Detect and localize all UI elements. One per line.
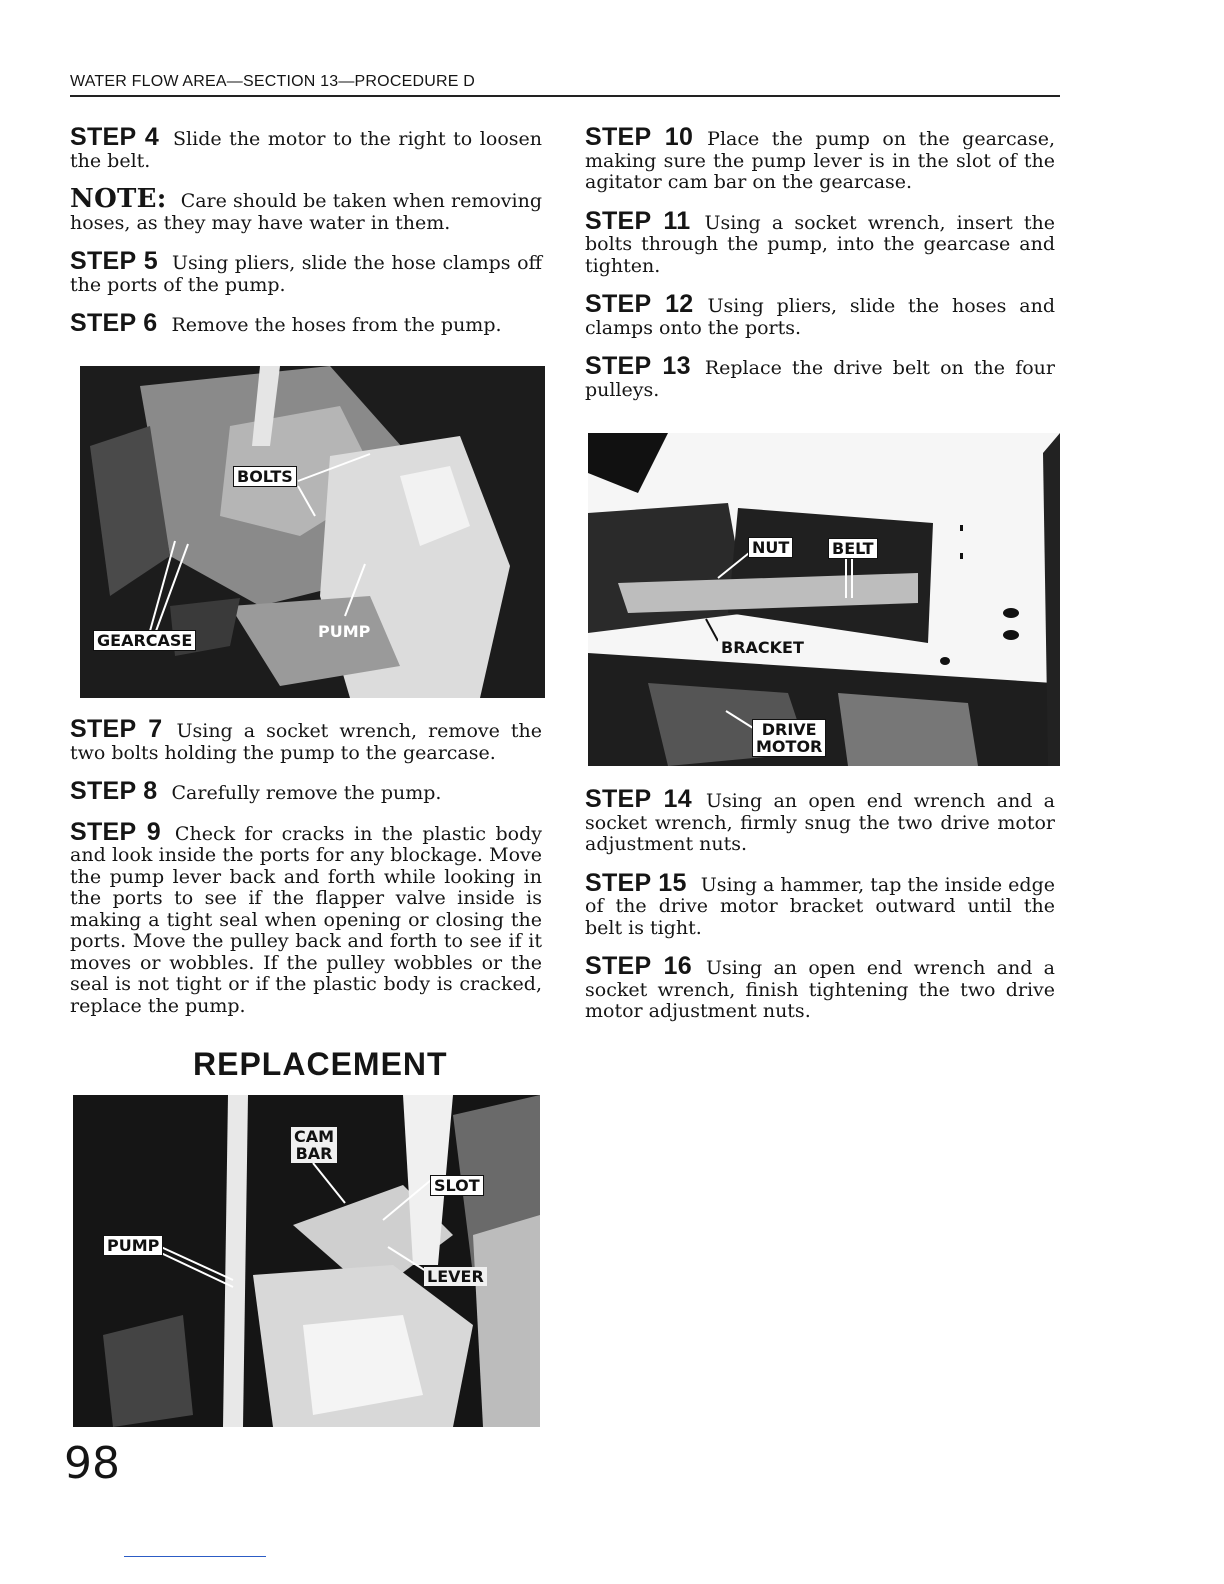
step-6 xyxy=(70,309,542,337)
step-text: Remove the hoses from the pump. xyxy=(171,314,502,336)
step-5 xyxy=(70,247,543,296)
running-header xyxy=(70,73,1060,97)
header-text: WATER FLOW AREA—SECTION 13—PROCEDURE D xyxy=(70,73,475,90)
callout-belt: BELT xyxy=(828,538,878,559)
callout-pump-2: PUMP xyxy=(103,1235,163,1256)
left-column-bottom xyxy=(70,715,543,1034)
step-8 xyxy=(70,777,542,805)
step-text: Check for cracks in the plastic body and look inside the ports for any blockage. Move the pump lever back and forth while looking in the ports to see if the flapper valve inside is making a tight seal when opening or closing the ports. Move the pulley back and forth to see if it moves or wobbles. If the pulley wobbles or the seal is not tight or if the plastic body is cracked, replace the pump. xyxy=(70,822,542,1017)
callout-bracket: BRACKET xyxy=(718,638,807,657)
step-label: STEP 12 xyxy=(585,290,694,318)
callout-cam: CAM xyxy=(294,1127,335,1146)
photo-drive-belt xyxy=(588,433,1060,766)
step-12 xyxy=(585,290,1055,339)
step-7 xyxy=(70,715,543,764)
photo-pump-removal xyxy=(80,366,545,698)
step-4 xyxy=(70,123,542,172)
callout-drive-motor xyxy=(752,719,826,757)
callout-motor: MOTOR xyxy=(756,737,823,756)
step-label: STEP 16 xyxy=(585,952,692,980)
step-label: STEP 15 xyxy=(585,868,687,897)
step-label: STEP 10 xyxy=(585,123,694,151)
step-16 xyxy=(585,952,1055,1023)
callout-lever: LEVER xyxy=(424,1267,487,1286)
step-text: Using pliers, slide the hoses and clamps onto the ports. xyxy=(585,295,1055,339)
step-text: Using a socket wrench, insert the bolts through the pump, into the gearcase and tighten. xyxy=(585,211,1055,277)
section-title-replacement: REPLACEMENT xyxy=(193,1046,448,1082)
callout-drive: DRIVE xyxy=(761,720,817,739)
page-number: 98 xyxy=(64,1438,120,1489)
left-column-top xyxy=(70,123,543,354)
callout-slot: SLOT xyxy=(430,1175,484,1196)
callout-gearcase: GEARCASE xyxy=(93,630,196,651)
step-text: Using an open end wrench and a socket wrench, finish tightening the two drive motor adjustment nuts. xyxy=(585,957,1055,1022)
right-column-bottom xyxy=(585,785,1055,1040)
photo-drive-belt-art xyxy=(588,433,1060,766)
step-text: Using an open end wrench and a socket wrench, firmly snug the two drive motor adjustment nuts. xyxy=(585,790,1055,855)
step-text: Place the pump on the gearcase, making sure the pump lever is in the slot of the agitator cam bar on the gearcase. xyxy=(585,128,1055,193)
note-label: NOTE: xyxy=(70,184,167,214)
step-13 xyxy=(585,352,1056,401)
step-label: STEP 14 xyxy=(585,785,692,813)
footer-rule xyxy=(124,1556,266,1557)
step-9 xyxy=(70,817,542,1018)
step-label: STEP 13 xyxy=(585,352,691,380)
step-label: STEP 9 xyxy=(70,817,161,846)
callout-bolts: BOLTS xyxy=(233,466,297,487)
step-10 xyxy=(585,123,1055,194)
note xyxy=(70,184,542,234)
note-text: Care should be taken when removing hoses, as they may have water in them. xyxy=(70,190,542,234)
step-label: STEP 7 xyxy=(70,715,163,743)
step-text: Carefully remove the pump. xyxy=(171,782,442,804)
callout-bar: BAR xyxy=(295,1144,333,1163)
step-14 xyxy=(585,785,1055,856)
callout-nut: NUT xyxy=(748,537,793,558)
step-text: Using pliers, slide the hose clamps off the ports of the pump. xyxy=(70,252,543,296)
callout-pump: PUMP xyxy=(318,622,371,641)
step-label: STEP 11 xyxy=(585,206,691,235)
step-15 xyxy=(585,868,1055,940)
step-text: Slide the motor to the right to loosen the belt. xyxy=(70,128,542,172)
step-label: STEP 6 xyxy=(70,309,158,337)
step-label: STEP 5 xyxy=(70,247,159,275)
callout-cam-bar xyxy=(291,1127,337,1163)
photo-pump-replacement xyxy=(73,1095,540,1427)
step-text: Using a socket wrench, remove the two bolts holding the pump to the gearcase. xyxy=(70,720,543,764)
step-label: STEP 8 xyxy=(70,777,158,805)
step-11 xyxy=(585,206,1055,278)
right-column-top xyxy=(585,123,1056,418)
step-text: Replace the drive belt on the four pulleys. xyxy=(585,357,1056,401)
step-text: Using a hammer, tap the inside edge of the drive motor bracket outward until the belt is tight. xyxy=(585,873,1055,939)
step-label: STEP 4 xyxy=(70,123,160,151)
